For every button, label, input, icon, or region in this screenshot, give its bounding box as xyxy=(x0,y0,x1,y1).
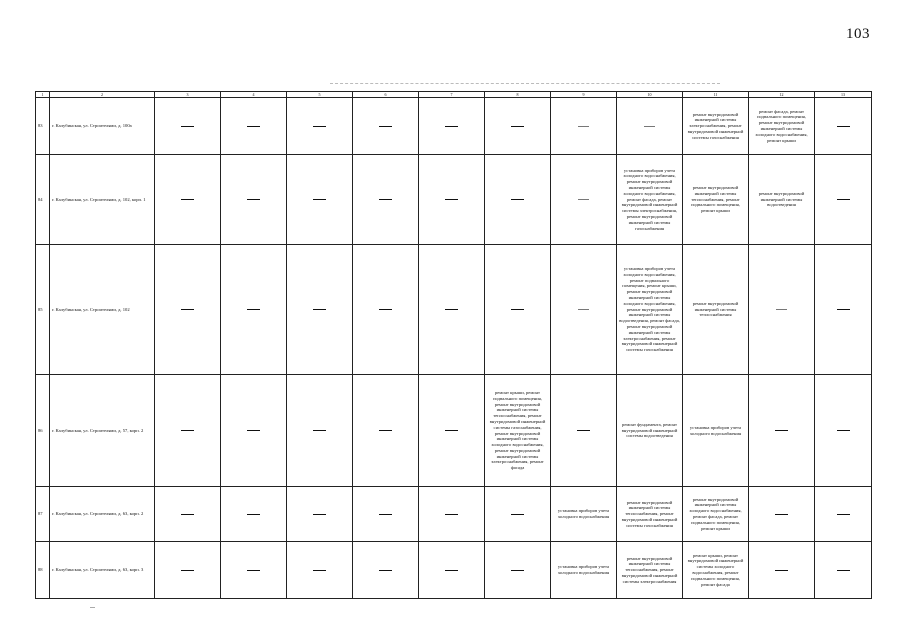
row-number: 83 xyxy=(36,98,50,155)
dash-mark xyxy=(379,514,392,515)
empty-cell xyxy=(287,98,353,155)
dash-mark xyxy=(181,126,194,127)
empty-cell xyxy=(749,487,815,542)
dash-mark xyxy=(511,309,524,310)
address-cell: г. Калубинская, ул. Строителями, д. 63, корп. 2 xyxy=(50,487,155,542)
dash-mark xyxy=(511,199,524,200)
empty-cell xyxy=(353,375,419,487)
column-number: 11 xyxy=(683,92,749,98)
dash-mark xyxy=(837,126,850,127)
column-number: 1 xyxy=(36,92,50,98)
dash-mark xyxy=(247,570,260,571)
dash-mark xyxy=(511,570,524,571)
empty-cell xyxy=(155,375,221,487)
empty-cell xyxy=(287,487,353,542)
table-row xyxy=(36,375,872,487)
empty-cell xyxy=(617,98,683,155)
empty-cell xyxy=(155,155,221,245)
dash-mark xyxy=(247,514,260,515)
empty-cell xyxy=(749,375,815,487)
empty-cell xyxy=(221,245,287,375)
empty-cell xyxy=(287,245,353,375)
empty-cell xyxy=(551,155,617,245)
dash-mark xyxy=(445,570,458,571)
page-number: 103 xyxy=(846,26,870,42)
works-cell: установка приборов учета холодного водоснабжения, ремонт подвального помещения, ремонт крыши, ремонт внутридомовой инженерной системы холодного водоснабжения, ремонт внутридомовой инженерной системы водоотведения, ремонт фасада, ремонт внутридомовой инженерной системы электроснабжения, ремонт внутридомовой инженерной системы газоснабжения xyxy=(617,245,683,375)
dash-mark xyxy=(837,514,850,515)
dash-mark xyxy=(313,514,326,515)
column-number: 13 xyxy=(815,92,872,98)
dash-mark xyxy=(313,309,326,310)
empty-cell xyxy=(419,487,485,542)
dash-mark xyxy=(379,199,392,200)
empty-cell xyxy=(815,245,872,375)
column-number: 9 xyxy=(551,92,617,98)
empty-cell xyxy=(551,98,617,155)
dash-mark xyxy=(577,430,590,431)
empty-cell xyxy=(353,98,419,155)
column-number: 5 xyxy=(287,92,353,98)
works-table xyxy=(35,91,872,599)
dash-mark xyxy=(379,570,392,571)
works-cell: ремонт крыши, ремонт внутридомовой инженерной системы холодного водоснабжения, ремонт подвального помещения, ремонт фасада xyxy=(683,542,749,599)
table-row xyxy=(36,155,872,245)
empty-cell xyxy=(815,542,872,599)
column-number: 2 xyxy=(50,92,155,98)
column-number: 10 xyxy=(617,92,683,98)
dash-mark xyxy=(775,514,788,515)
dash-mark xyxy=(379,430,392,431)
dash-mark xyxy=(445,309,458,310)
row-number: 85 xyxy=(36,245,50,375)
empty-cell xyxy=(353,542,419,599)
works-cell: установка приборов учета холодного водоснабжения xyxy=(683,375,749,487)
empty-cell xyxy=(485,245,551,375)
empty-cell xyxy=(551,245,617,375)
dash-mark xyxy=(837,309,850,310)
empty-cell xyxy=(155,487,221,542)
dash-mark xyxy=(775,430,788,431)
dash-mark xyxy=(313,199,326,200)
empty-cell xyxy=(485,98,551,155)
empty-cell xyxy=(221,155,287,245)
works-cell: ремонт внутридомовой инженерной системы холодного водоснабжения, ремонт фасада, ремонт подвального помещения, ремонт крыши xyxy=(683,487,749,542)
dash-mark xyxy=(313,126,326,127)
empty-cell xyxy=(155,98,221,155)
empty-cell xyxy=(815,98,872,155)
empty-cell xyxy=(419,245,485,375)
dash-mark xyxy=(776,309,787,310)
empty-cell xyxy=(353,155,419,245)
dash-mark xyxy=(379,126,392,127)
column-number: 6 xyxy=(353,92,419,98)
empty-cell xyxy=(815,155,872,245)
dash-mark xyxy=(247,126,260,127)
empty-cell xyxy=(749,245,815,375)
address-cell: г. Калубинская, ул. Строителями, д. 100а xyxy=(50,98,155,155)
empty-cell xyxy=(485,155,551,245)
dash-mark xyxy=(181,309,194,310)
row-number: 86 xyxy=(36,375,50,487)
dash-mark xyxy=(247,430,260,431)
empty-cell xyxy=(287,542,353,599)
table-row xyxy=(36,542,872,599)
row-number: 88 xyxy=(36,542,50,599)
address-cell: г. Калубинская, ул. Строителями, д. 102 xyxy=(50,245,155,375)
column-number: 3 xyxy=(155,92,221,98)
empty-cell xyxy=(815,487,872,542)
empty-cell xyxy=(419,155,485,245)
empty-cell xyxy=(287,155,353,245)
dash-mark xyxy=(181,514,194,515)
works-cell: ремонт внутридомовой инженерной системы теплоснабжения xyxy=(683,245,749,375)
top-rule xyxy=(330,83,720,84)
empty-cell xyxy=(419,98,485,155)
table-row xyxy=(36,245,872,375)
row-number: 84 xyxy=(36,155,50,245)
dash-mark xyxy=(775,570,788,571)
dash-mark xyxy=(247,309,260,310)
works-cell: ремонт внутридомовой инженерной системы теплоснабжения, ремонт внутридомовой инженерной системы газоснабжения xyxy=(617,487,683,542)
dash-mark xyxy=(379,309,392,310)
scan-mark xyxy=(90,607,95,608)
works-cell: ремонт внутридомовой инженерной системы водоотведения xyxy=(749,155,815,245)
empty-cell xyxy=(485,487,551,542)
address-cell: г. Калубинская, ул. Строителями, д. 57, корп. 2 xyxy=(50,375,155,487)
empty-cell xyxy=(551,375,617,487)
dash-mark xyxy=(181,570,194,571)
empty-cell xyxy=(155,542,221,599)
dash-mark xyxy=(445,430,458,431)
empty-cell xyxy=(353,487,419,542)
empty-cell xyxy=(155,245,221,375)
works-cell: установка приборов учета холодного водоснабжения, ремонт внутридомовой инженерной системы холодного водоснабжения, ремонт фасада, ремонт внутридомовой инженерной системы электроснабжения, ремонт внутридомовой инженерной системы газоснабжения xyxy=(617,155,683,245)
dash-mark xyxy=(511,514,524,515)
works-cell: ремонт внутридомовой инженерной системы теплоснабжения, ремонт внутридомовой инженерной системы электроснабжения xyxy=(617,542,683,599)
dash-mark xyxy=(578,126,589,127)
works-cell: ремонт фундамента, ремонт внутридомовой инженерной системы водоотведения xyxy=(617,375,683,487)
dash-mark xyxy=(511,126,524,127)
address-cell: г. Калубинская, ул. Строителями, д. 63, корп. 3 xyxy=(50,542,155,599)
dash-mark xyxy=(181,430,194,431)
address-cell: г. Калубинская, ул. Строителями, д. 102, корп. 1 xyxy=(50,155,155,245)
works-cell: ремонт внутридомовой инженерной системы электроснабжения, ремонт внутридомовой инженерной системы газоснабжения xyxy=(683,98,749,155)
empty-cell xyxy=(419,542,485,599)
works-cell: ремонт фасада, ремонт подвального помещения, ремонт внутридомовой инженерной системы холодного водоснабжения, ремонт крыши xyxy=(749,98,815,155)
column-number: 7 xyxy=(419,92,485,98)
column-number: 8 xyxy=(485,92,551,98)
table-row xyxy=(36,98,872,155)
dash-mark xyxy=(445,126,458,127)
works-cell: установка приборов учета холодного водоснабжения xyxy=(551,487,617,542)
dash-mark xyxy=(445,199,458,200)
empty-cell xyxy=(815,375,872,487)
table-row xyxy=(36,487,872,542)
empty-cell xyxy=(419,375,485,487)
empty-cell xyxy=(221,98,287,155)
empty-cell xyxy=(287,375,353,487)
column-number: 4 xyxy=(221,92,287,98)
dash-mark xyxy=(313,430,326,431)
empty-cell xyxy=(749,542,815,599)
dash-mark xyxy=(181,199,194,200)
dash-mark xyxy=(837,430,850,431)
dash-mark xyxy=(837,570,850,571)
dash-mark xyxy=(445,514,458,515)
works-cell: ремонт крыши, ремонт подвального помещения, ремонт внутридомовой инженерной системы теплоснабжения, ремонт внутридомовой инженерной системы газоснабжения, ремонт внутридомовой инженерной системы холодного водоснабжения, ремонт внутридомовой инженерной системы электроснабжения, ремонт фасада xyxy=(485,375,551,487)
dash-mark xyxy=(247,199,260,200)
empty-cell xyxy=(221,375,287,487)
dash-mark xyxy=(837,199,850,200)
empty-cell xyxy=(485,542,551,599)
dash-mark xyxy=(644,126,655,127)
row-number: 87 xyxy=(36,487,50,542)
works-cell: установка приборов учета холодного водоснабжения xyxy=(551,542,617,599)
works-cell: ремонт внутридомовой инженерной системы теплоснабжения, ремонт подвального помещения, ремонт крыши xyxy=(683,155,749,245)
empty-cell xyxy=(353,245,419,375)
column-number: 12 xyxy=(749,92,815,98)
dash-mark xyxy=(313,570,326,571)
empty-cell xyxy=(221,487,287,542)
dash-mark xyxy=(578,199,589,200)
dash-mark xyxy=(578,309,589,310)
empty-cell xyxy=(221,542,287,599)
